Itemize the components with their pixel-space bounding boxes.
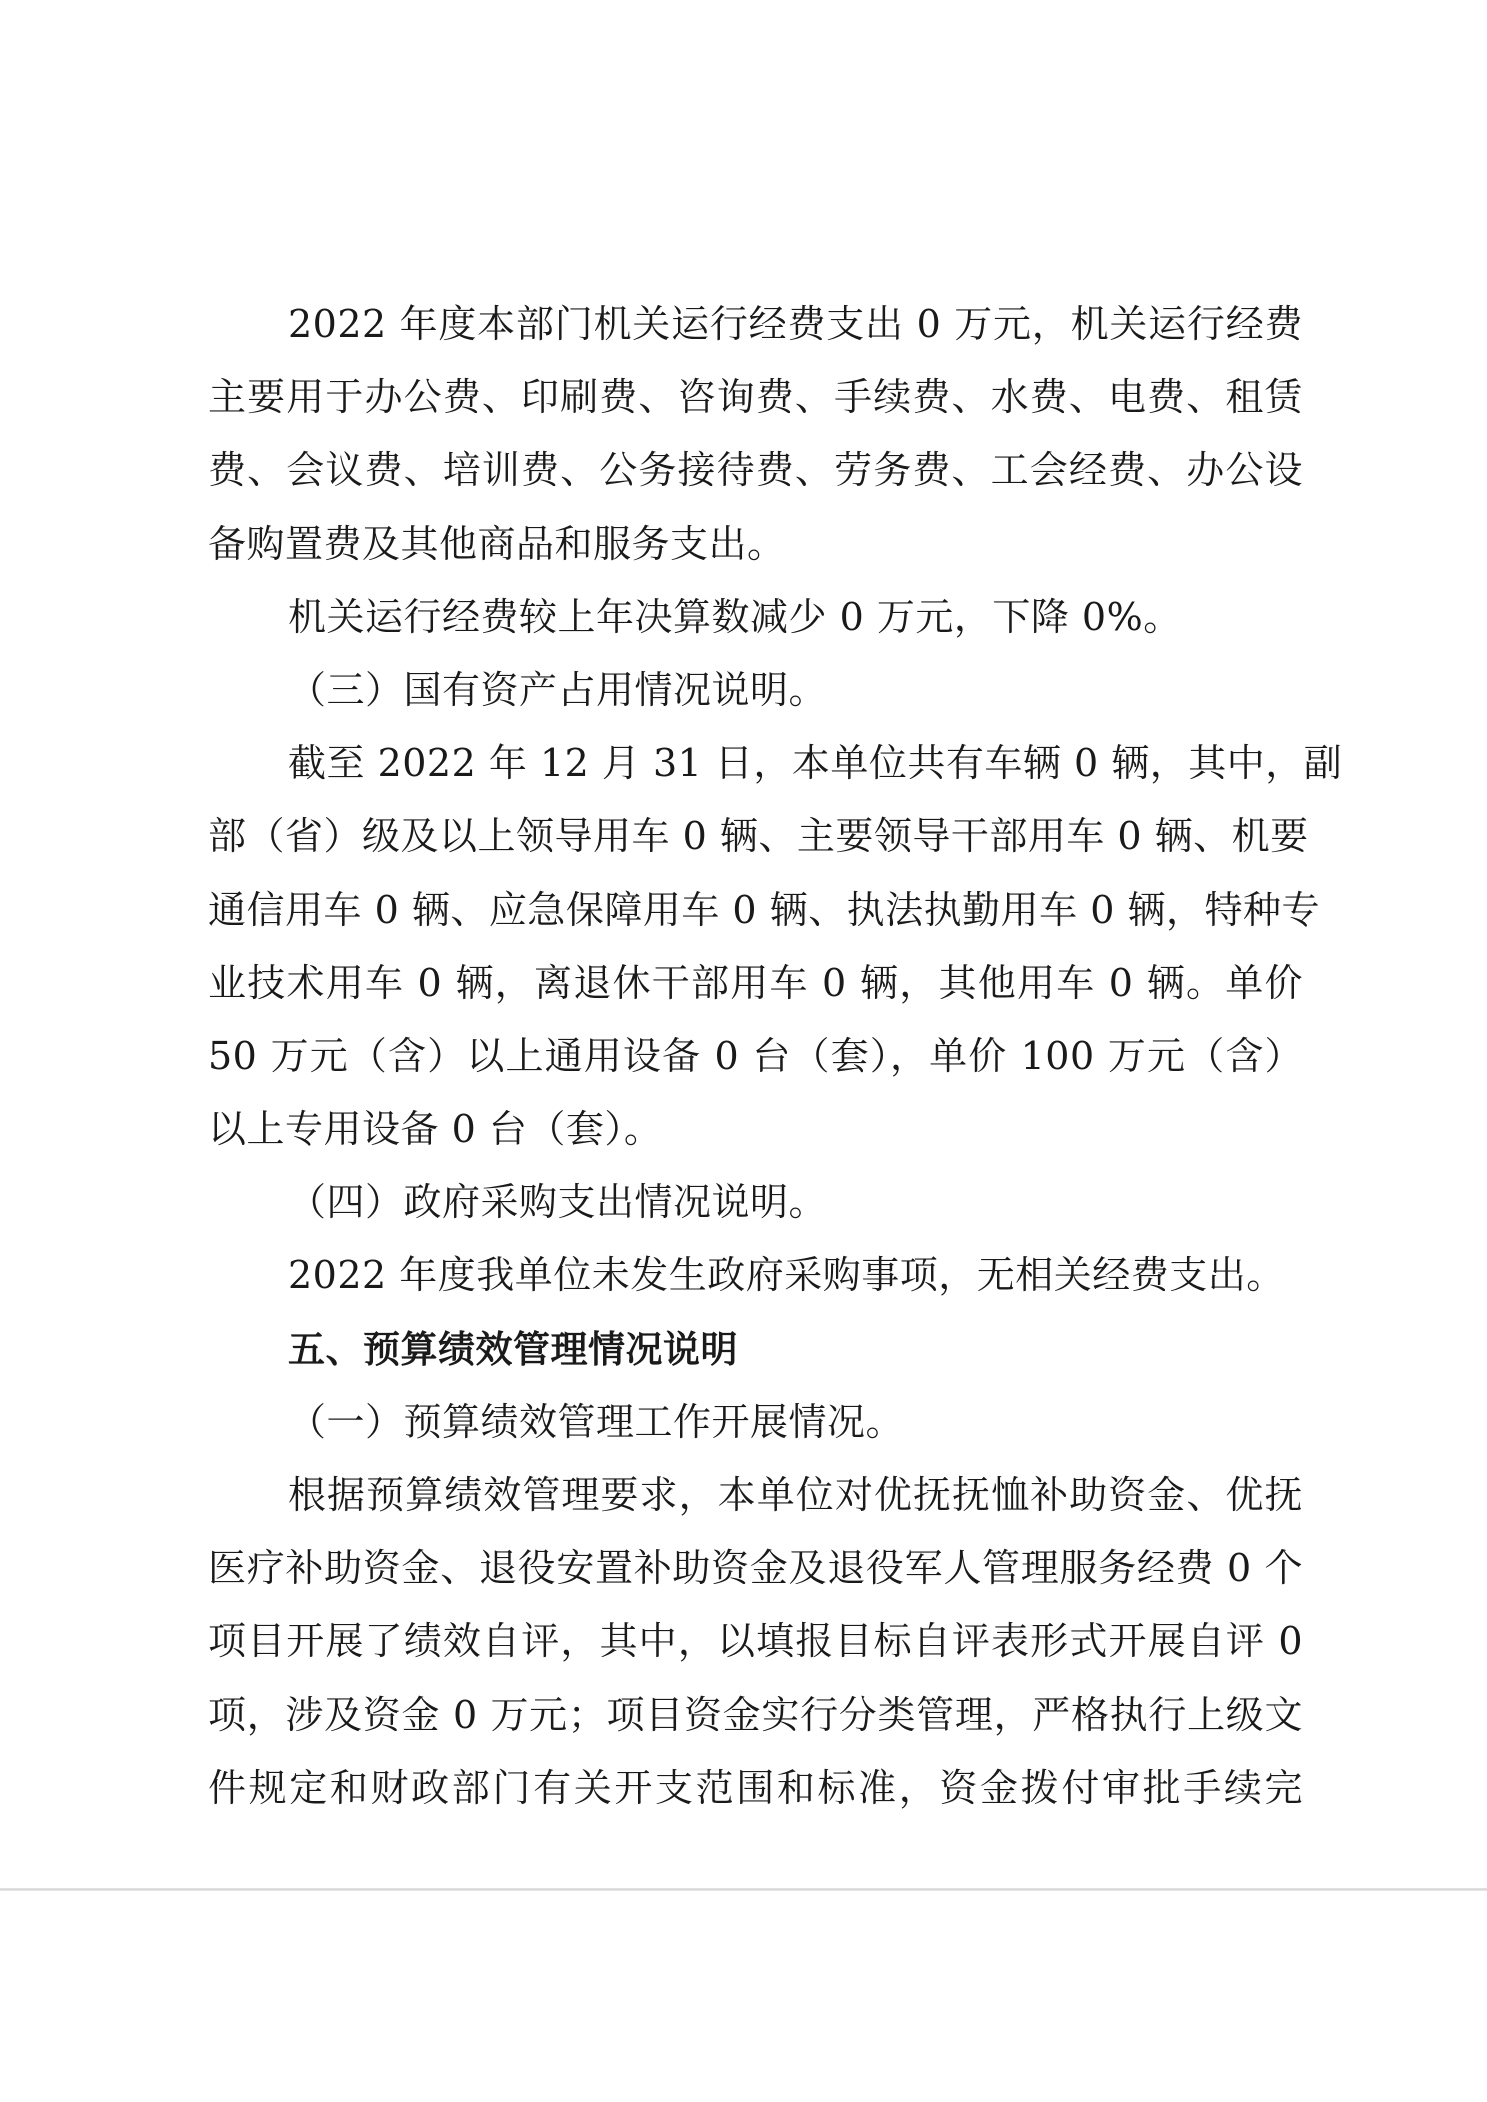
text-line: （四）政府采购支出情况说明。 [288,1180,828,1225]
text-line: （三）国有资产占用情况说明。 [288,667,828,712]
scan-edge-line [0,1888,1487,1891]
text-line: 50 万元（含）以上通用设备 0 台（套），单价 100 万元（含） [208,1033,1303,1078]
text-line: 机关运行经费较上年决算数减少 0 万元，下降 0%。 [288,594,1182,639]
text-line: 医疗补助资金、退役安置补助资金及退役军人管理服务经费 0 个 [208,1546,1303,1591]
text-line: 截至 2022 年 12 月 31 日，本单位共有车辆 0 辆，其中，副 [288,741,1343,786]
text-line: 根据预算绩效管理要求，本单位对优抚抚恤补助资金、优抚 [288,1473,1303,1517]
text-line: 件规定和财政部门有关开支范围和标准，资金拨付审批手续完 [208,1765,1303,1810]
body-text [208,288,1343,1825]
text-line: 2022 年度本部门机关运行经费支出 0 万元，机关运行经费 [288,302,1303,346]
text-line: 业技术用车 0 辆，离退休干部用车 0 辆，其他用车 0 辆。单价 [208,960,1303,1005]
text-line: 主要用于办公费、印刷费、咨询费、手续费、水费、电费、租赁 [208,375,1303,420]
text-line: （一）预算绩效管理工作开展情况。 [288,1399,905,1444]
text-line: 以上专用设备 0 台（套）。 [208,1107,663,1152]
text-line: 项，涉及资金 0 万元；项目资金实行分类管理，严格执行上级文 [208,1692,1303,1737]
text-line: 费、会议费、培训费、公务接待费、劳务费、工会经费、办公设 [208,448,1303,493]
section-heading: 五、预算绩效管理情况说明 [288,1327,738,1371]
text-line: 2022 年度我单位未发生政府采购事项，无相关经费支出。 [288,1253,1285,1298]
text-line: 通信用车 0 辆、应急保障用车 0 辆、执法执勤用车 0 辆，特种专 [208,887,1321,932]
text-line: 备购置费及其他商品和服务支出。 [208,521,786,566]
text-line: 项目开展了绩效自评，其中，以填报目标自评表形式开展自评 0 [208,1619,1303,1664]
text-line: 部（省）级及以上领导用车 0 辆、主要领导干部用车 0 辆、机要 [208,814,1309,859]
